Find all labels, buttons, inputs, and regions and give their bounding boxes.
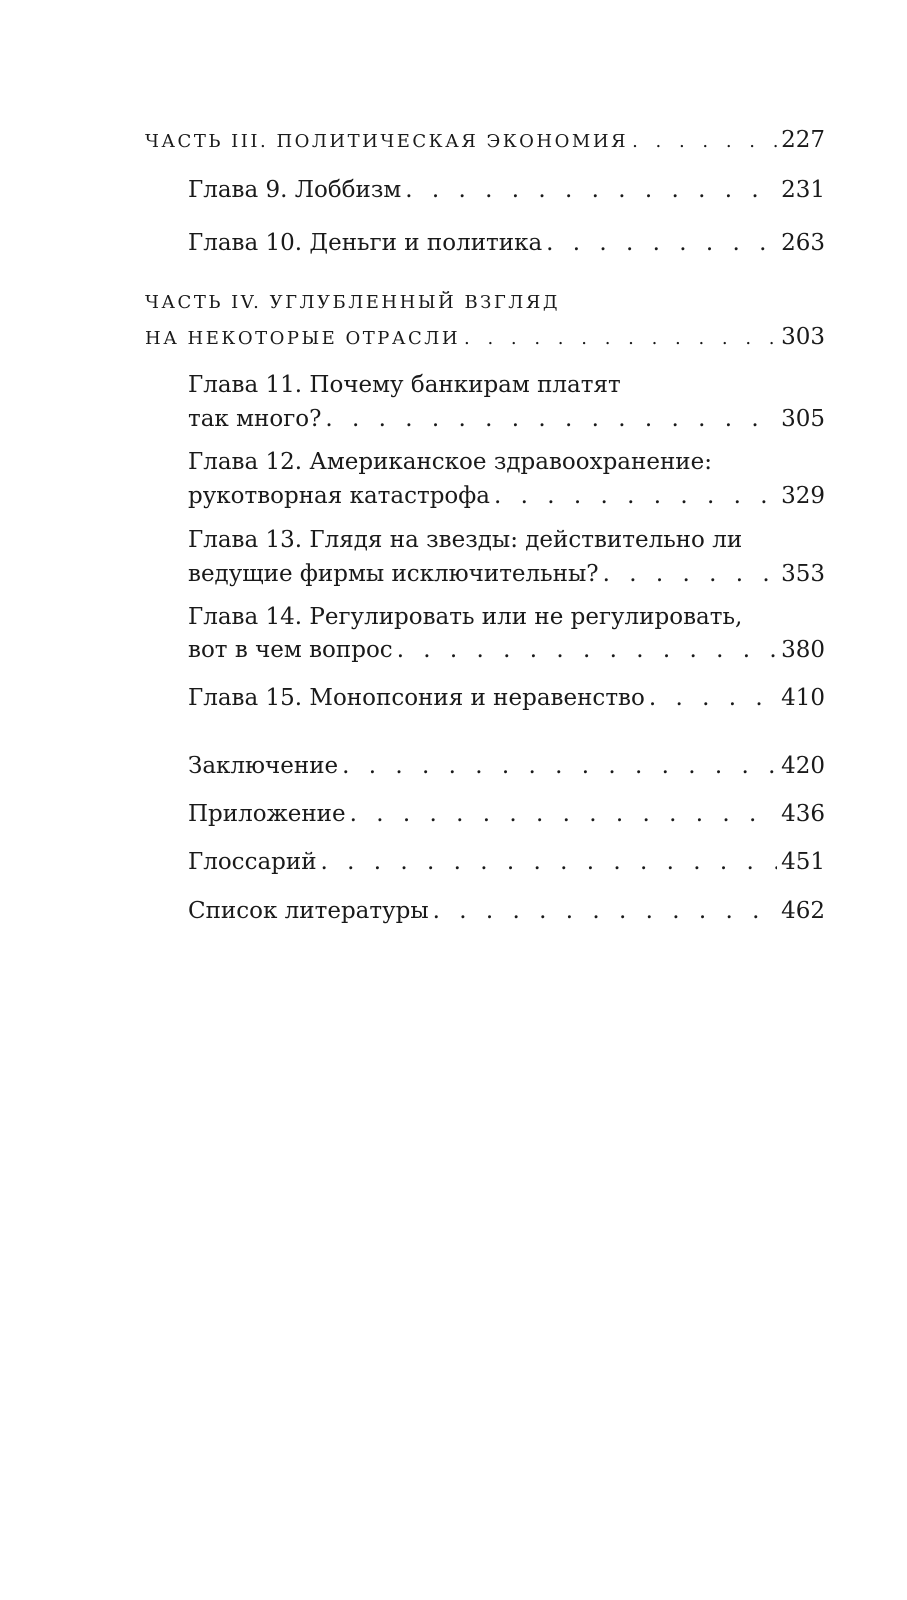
- entry-label: вот в чем вопрос: [188, 637, 393, 663]
- dot-leader: [649, 682, 777, 714]
- dot-leader: [325, 403, 777, 435]
- dot-leader: [632, 126, 777, 158]
- dot-leader: [397, 634, 777, 666]
- toc-entry-glossary: [188, 846, 825, 878]
- entry-label-line1: Глава 14. Регулировать или не регулировать,: [188, 604, 743, 630]
- entry-label: Заключение: [188, 753, 339, 779]
- page-number: 380: [781, 637, 825, 663]
- toc-entry-part-4: [145, 321, 825, 355]
- page-number: 353: [781, 561, 825, 587]
- page-number: 305: [781, 406, 825, 432]
- dot-leader: [546, 227, 777, 259]
- entry-label: Глоссарий: [188, 849, 317, 875]
- page-number: 451: [781, 849, 825, 875]
- page-number: 231: [781, 177, 825, 203]
- toc-entry-chapter-11: [188, 403, 825, 435]
- entry-label: Приложение: [188, 801, 346, 827]
- entry-label-line1: Глава 12. Американское здравоохранение:: [188, 449, 712, 475]
- page-number: 462: [781, 898, 825, 924]
- dot-leader: [321, 846, 778, 878]
- dot-leader: [342, 750, 777, 782]
- toc-entry-appendix: [188, 798, 825, 830]
- entry-label: НА НЕКОТОРЫЕ ОТРАСЛИ: [145, 328, 461, 349]
- entry-label: ЧАСТЬ III. ПОЛИТИЧЕСКАЯ ЭКОНОМИЯ: [145, 131, 629, 152]
- dot-leader: [350, 798, 777, 830]
- dot-leader: [494, 480, 777, 512]
- page-number: 436: [781, 801, 825, 827]
- entry-label-line1: Глава 13. Глядя на звезды: действительно ли: [188, 527, 743, 553]
- page-number: 420: [781, 753, 825, 779]
- toc-entry-chapter-13: [188, 558, 825, 590]
- page-number: 227: [781, 127, 825, 153]
- page-number: 263: [781, 230, 825, 256]
- entry-label: так много?: [188, 406, 322, 432]
- page-number: 303: [781, 324, 825, 350]
- entry-label: Глава 10. Деньги и политика: [188, 230, 543, 256]
- entry-label: Глава 9. Лоббизм: [188, 177, 402, 203]
- entry-label-line1: Глава 11. Почему банкирам платят: [188, 372, 621, 398]
- page-number: 329: [781, 483, 825, 509]
- page-number: 410: [781, 685, 825, 711]
- toc-entry-chapter-10: [188, 227, 825, 259]
- entry-label: Список литературы: [188, 898, 429, 924]
- toc-entry-chapter-14: [188, 634, 825, 666]
- toc-entry-chapter-9: [188, 174, 825, 206]
- entry-label: Глава 15. Монопсония и неравенство: [188, 685, 645, 711]
- dot-leader: [464, 323, 777, 355]
- entry-label: рукотворная катастрофа: [188, 483, 490, 509]
- toc-entry-conclusion: [188, 750, 825, 782]
- toc-entry-part-3: [145, 124, 825, 158]
- toc-entry-bibliography: [188, 895, 825, 927]
- dot-leader: [433, 895, 777, 927]
- dot-leader: [405, 174, 777, 206]
- dot-leader: [603, 558, 777, 590]
- entry-label: ведущие фирмы исключительны?: [188, 561, 599, 587]
- entry-label-line1: ЧАСТЬ IV. УГЛУБЛЕННЫЙ ВЗГЛЯД: [145, 292, 560, 313]
- toc-entry-chapter-12: [188, 480, 825, 512]
- toc-entry-chapter-15: [188, 682, 825, 714]
